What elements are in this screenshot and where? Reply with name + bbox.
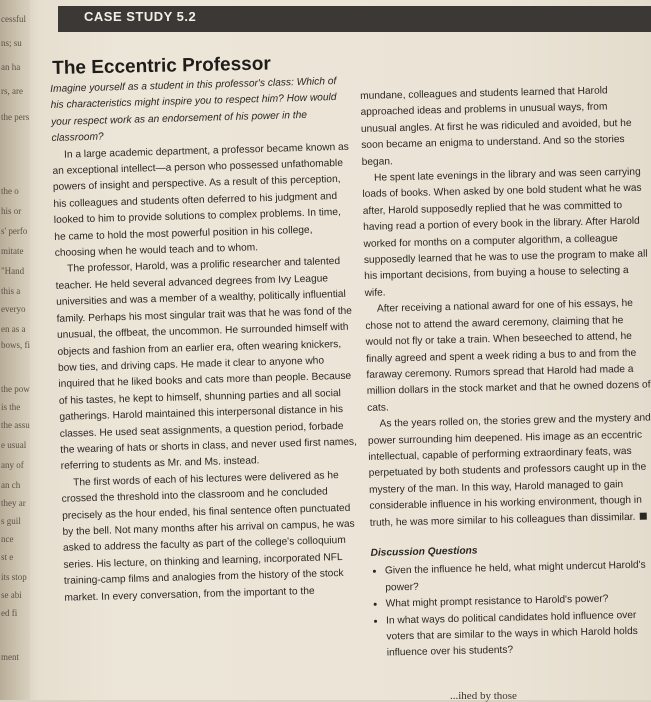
edge-fragment: st e [1, 552, 14, 562]
edge-fragment: everyo [1, 304, 26, 314]
edge-fragment: ment [1, 652, 19, 662]
edge-fragment: is the [1, 402, 21, 412]
paragraph: The professor, Harold, was a prolific researcher and talented teacher. He held several advanced degrees from Ivy League universities and was a member of a wealthy, politically influential family. Perhaps his most singular trait was that he was fond of the unusual, the offbeat, the uncommon. He surrounded himself with objects and fashion from an earlier era, often wearing knickers, bow ties, and driving caps. He made it clear to anyone who inquired that he liked books and cats more than people. Because of his tastes, he kept to himself, shunning parties and all social gatherings. Harold maintained this interpersonal distance in his classes. He used seat assignments, a question period, forbade the wearing of hats or shorts in class, and never used first names, referring to students as Mr. and Ms. instead. [55, 256, 358, 473]
edge-fragment: an ha [1, 62, 21, 72]
discussion-question: • In what ways do political candidates hold influence over voters that are similar to the ways in which Harold holds influence over his students? [386, 607, 651, 662]
left-column [50, 74, 365, 607]
case-study-label: CASE STUDY 5.2 [84, 9, 197, 24]
edge-fragment: rs, are [1, 86, 23, 96]
edge-fragment: e usual [1, 440, 27, 450]
discussion-question: • Given the influence he held, what might undercut Harold's power? [385, 558, 651, 597]
edge-fragment: cessful [1, 14, 26, 24]
edge-fragment: se abi [1, 590, 22, 600]
article-title: The Eccentric Professor [52, 53, 271, 79]
edge-fragment: s guil [1, 516, 21, 526]
edge-fragment: its stop [1, 572, 27, 582]
paragraph: mundane, colleagues and students learned that Harold approached ideas and problems in unusual ways, from unusual angles. At first he was ridiculed and avoided, but he soon became an enigma to understand. And so the stories began. [360, 85, 632, 168]
intro-prompt: Imagine yourself as a student in this professor's class: Which of his characteristics might inspire you to respect him? How would your respect work as an endorsement of his power in the classroom? [50, 76, 337, 145]
edge-fragment: mitate [1, 246, 24, 256]
facing-page-edge [0, 0, 30, 700]
paragraph: After receiving a national award for one of his essays, he chose not to attend the award ceremony, claiming that he would not fly or take a train. When beseeched to attend, he finally agreed and spent a week riding a bus to and from the faraway ceremony. Rumors spread that Harold had made a million dollars in the stock market and that he owned dozens of cats. [365, 298, 651, 414]
edge-fragment: they ar [1, 498, 26, 508]
discussion-question: • What might prompt resistance to Harold's power? [386, 591, 651, 614]
edge-fragment: ns; su [1, 38, 22, 48]
edge-fragment: the pers [1, 112, 30, 122]
discussion-questions-title: Discussion Questions [370, 545, 478, 559]
paragraph-text: As the years rolled on, the stories grew and the mystery and power surrounding him deepened. His image as an eccentric intellectual, capable of performing extraordinary feats, was perpetuated by both students and professors caught up in the mystery of the man. In this way, Harold managed to gain considerable influence in his working environment, though in truth, he was more similar to his colleagues than dissimilar. [367, 412, 651, 529]
right-column [360, 83, 651, 663]
edge-fragment: "Hand [1, 266, 25, 276]
discussion-questions-list [371, 558, 651, 663]
paragraph: The first words of each of his lectures were delivered as he crossed the threshold into the classroom and he concluded precisely as the hour ended, his final sentence often punctuated by the bell. Not many months after his arrival on campus, he was asked to address the faculty as part of the college's colloquium series. His lecture, on thinking and learning, incorporated NFL training-camp films and analogies from the history of the stock market. In every conversation, from the important to the [61, 469, 355, 604]
edge-fragment: s' perfo [1, 226, 28, 236]
paragraph: In a large academic department, a professor became known as an exceptional intellect—a person who possessed unfathomable powers of insight and perspective. As a result of this perception, his colleagues and students often deferred to his judgment and looked to him to provide solutions to complex problems. In time, he came to hold the most powerful position in his college, choosing when he would teach and to whom. [52, 141, 349, 259]
edge-fragment: the assu [1, 420, 30, 430]
edge-fragment: en as a [1, 324, 26, 334]
paragraph: He spent late evenings in the library and was seen carrying loads of books. When asked by one bold student what he was after, Harold supposedly replied that he was committed to having read a portion of every book in the library. After Harold worked for months on a computer algorithm, a colleague supposedly learned that he was to use the program to make all his important decisions, from buying a house to selecting a wife. [362, 166, 648, 299]
edge-fragment: the o [1, 186, 19, 196]
edge-fragment: his or [1, 206, 22, 216]
edge-fragment: the pow [1, 384, 30, 394]
edge-fragment: this a [1, 286, 21, 296]
paragraph [367, 411, 651, 532]
next-page-fragment: ...ihed by those [450, 690, 517, 702]
end-mark-icon [639, 512, 646, 519]
edge-fragment: an ch [1, 480, 21, 490]
edge-fragment: bows, fi [1, 340, 30, 350]
edge-fragment: any of [1, 460, 24, 470]
edge-fragment: nce [1, 534, 14, 544]
edge-fragment: ed fi [1, 608, 18, 618]
